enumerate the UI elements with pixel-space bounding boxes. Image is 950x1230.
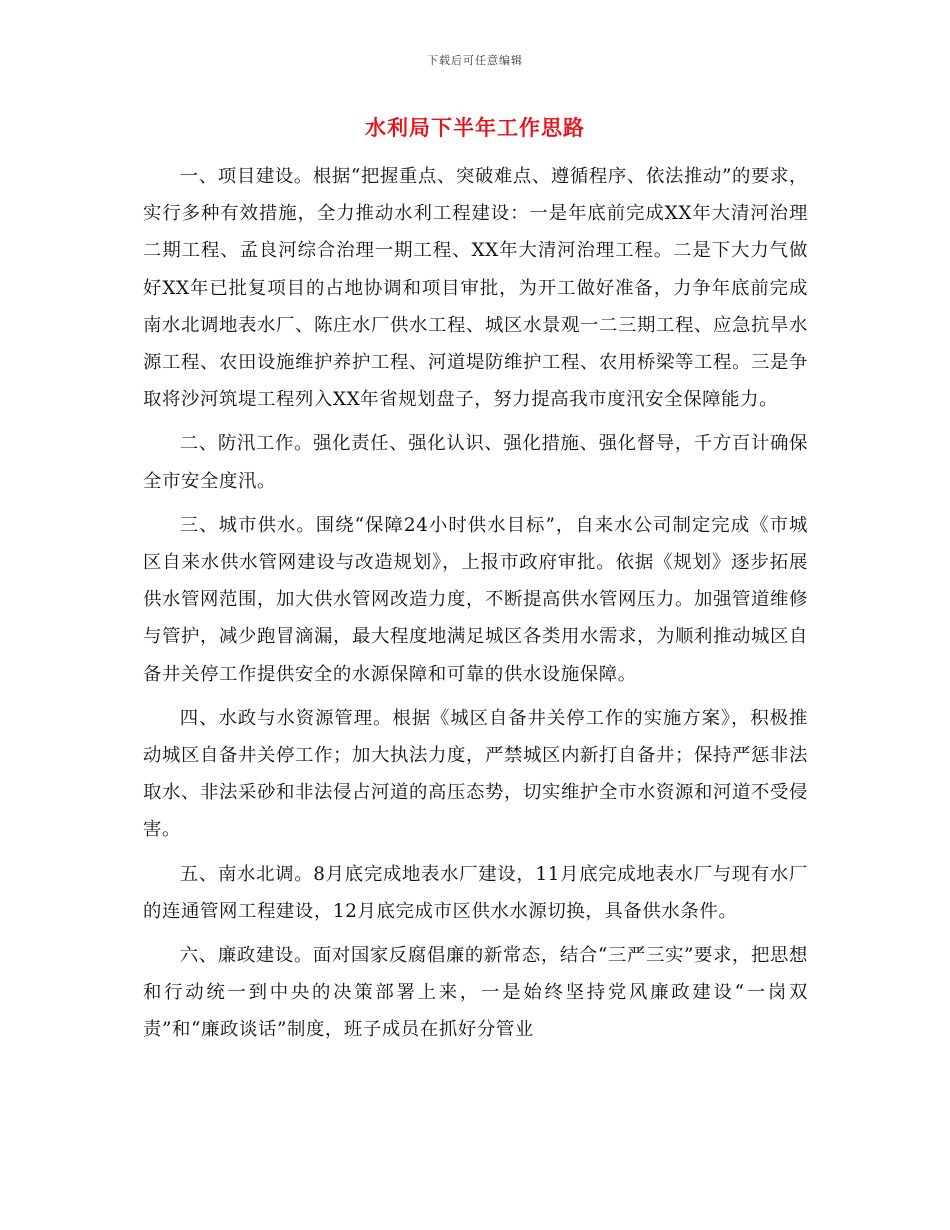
paragraph-south-north-water: 五、南水北调。8月底完成地表水厂建设，11月底完成地表水厂与现有水厂的连通管网工程建设，12月底完成市区供水水源切换，具备供水条件。 [143, 863, 808, 922]
paragraph-project-construction: 一、项目建设。根据“把握重点、突破难点、遵循程序、依法推动”的要求，实行多种有效措施，全力推动水利工程建设：一是年底前完成XX年大清河治理二期工程、孟良河综合治理一期工程、XX年大清河治理工程。二是下大力气做好XX年已批复项目的占地协调和项目审批，为开工做好准备，力争年底前完成南水北调地表水厂、陈庄水厂供水工程、城区水景观一二三期工程、应急抗旱水源工程、农田设施维护养护工程、河道堤防维护工程、农用桥梁等工程。三是争取将沙河筑堤工程列入XX年省规划盘子，努力提高我市度汛安全保障能力。 [143, 166, 808, 411]
paragraph-water-administration: 四、水政与水资源管理。根据《城区自备井关停工作的实施方案》，积极推动城区自备井关停工作；加大执法力度，严禁城区内新打自备井；保持严惩非法取水、非法采砂和非法侵占河道的高压态势，切实维护全市水资源和河道不受侵害。 [143, 707, 808, 841]
header-note: 下载后可任意编辑 [427, 54, 523, 67]
paragraph-urban-water-supply: 三、城市供水。围绕“保障24小时供水目标”，自来水公司制定完成《市城区自来水供水管网建设与改造规划》，上报市政府审批。依据《规划》逐步拓展供水管网范围，加大供水管网改造力度，不断提高供水管网压力。加强管道维修与管护，减少跑冒滴漏，最大程度地满足城区各类用水需求，为顺利推动城区自备井关停工作提供安全的水源保障和可靠的供水设施保障。 [143, 514, 808, 685]
paragraph-flood-control: 二、防汛工作。强化责任、强化认识、强化措施、强化督导，千方百计确保全市安全度汛。 [143, 433, 808, 492]
paragraph-integrity-building: 六、廉政建设。面对国家反腐倡廉的新常态，结合“三严三实”要求，把思想和行动统一到中央的决策部署上来，一是始终坚持党风廉政建设“一岗双责”和“廉政谈话”制度，班子成员在抓好分管业 [143, 945, 808, 1041]
document-body [143, 158, 808, 1056]
document-title: 水利局下半年工作思路 [365, 116, 585, 140]
